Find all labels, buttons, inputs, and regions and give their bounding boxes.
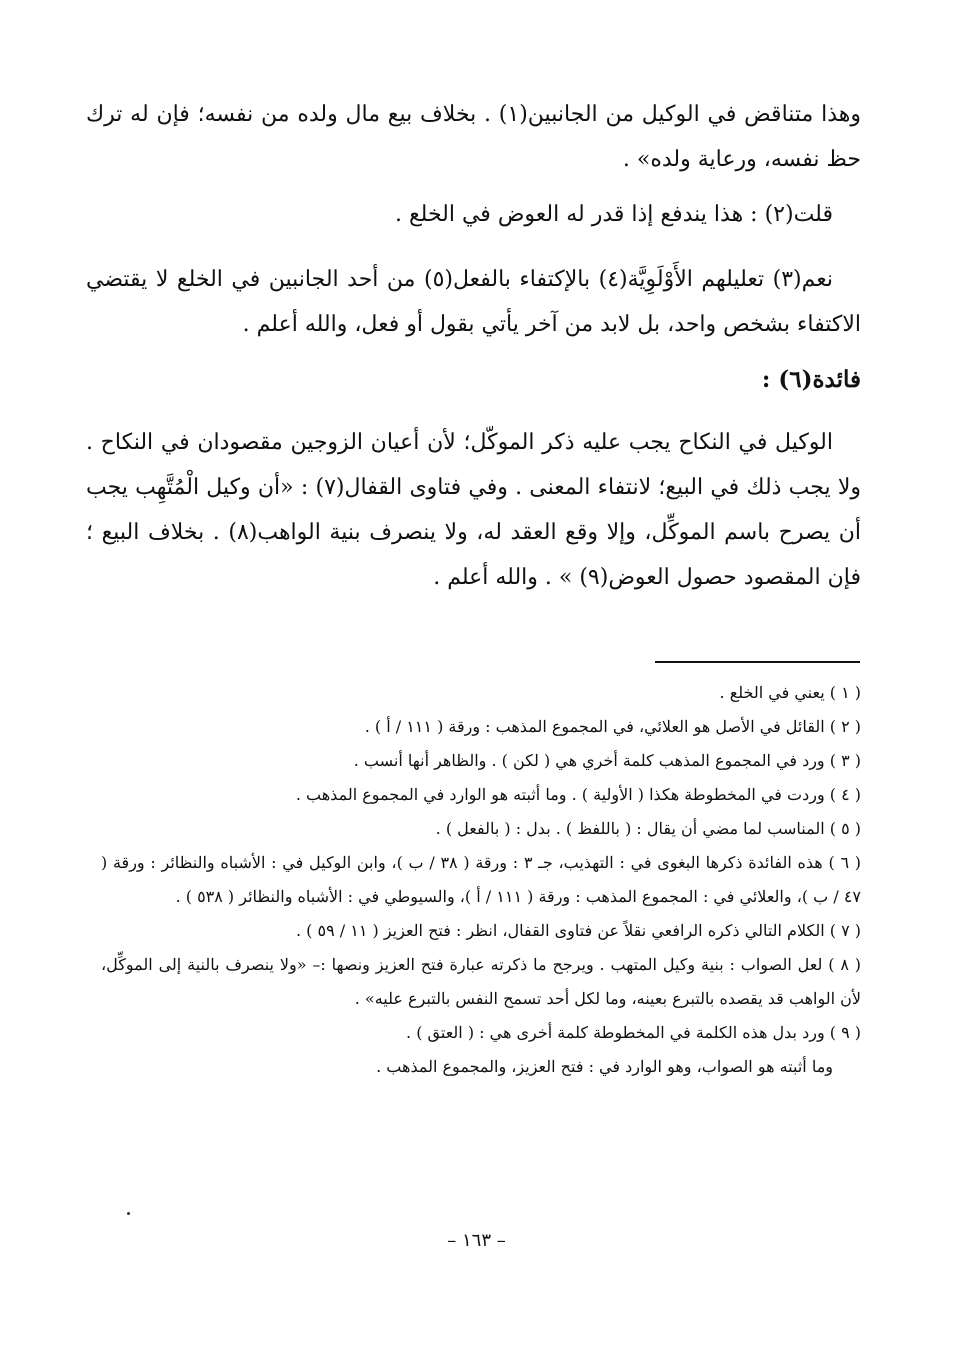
footnote: ( ٨ ) لعل الصواب : بنية وكيل المتهب . ويرجح ما ذكرته عبارة فتح العزيز ونصها :– «ولا ينصرف بالنية إلى الموكِّل، لأن الواهب قد يقصده بالتبرع بعينه، وما لكل أحد تسمح النفس بالتبرع عليه» .: [101, 955, 862, 1008]
footnote: ( ١ ) يعني في الخلع .: [719, 683, 861, 702]
footnote: ( ٤ ) وردت في المخطوطة هكذا ( الأولية ) . وما أثبته هو الوارد في المجموع المذهب .: [295, 785, 861, 804]
footnote: ( ٢ ) القائل في الأصل هو العلائي، في المجموع المذهب : ورقة ( ١١١ / أ ) .: [364, 717, 861, 736]
page-number: – ١٦٣ –: [447, 1230, 506, 1251]
footnote: ( ٦ ) هذه الفائدة ذكرها البغوى في : التهذيب، جـ ٣ : ورقة ( ٣٨ / ب )، وابن الوكيل في : الأشباه والنظائر : ورقة ( ٤٧ / ب )، والعلائي في : المجموع المذهب : ورقة ( ١١١ / أ )، والسيوطي في : الأشباه والنظائر ( ٥٣٨ ) .: [101, 853, 861, 906]
scan-speck: [127, 1212, 130, 1215]
body-paragraph: وهذا متناقض في الوكيل من الجانبين(١) . بخلاف بيع مال ولده من نفسه؛ فإن له ترك حظ نفسه، ورعاية ولده» .: [86, 102, 861, 172]
body-paragraph: الوكيل في النكاح يجب عليه ذكر الموكّل؛ لأن أعيان الزوجين مقصودان في النكاح . ولا يجب ذلك في البيع؛ لانتفاء المعنى . وفي فتاوى القفال(٧) : «أن وكيل الْمُتَّهِب يجب أن يصرح باسم الموكِّل، وإلا وقع العقد له، ولا ينصرف بنية الواهب(٨) . بخلاف البيع ؛ فإن المقصود حصول العوض(٩) » . والله أعلم .: [86, 430, 861, 590]
footnote: ( ٧ ) الكلام التالي ذكره الرافعي نقلاً عن فتاوى القفال، انظر : فتح العزيز ( ١١ / ٥٩ ) .: [295, 921, 861, 940]
footnote: ( ٣ ) ورد في المجموع المذهب كلمة أخري هي ( لكن ) . والظاهر أنها أنسب .: [353, 751, 861, 770]
footnotes: [101, 676, 861, 1084]
footnote: ( ٩ ) ورد بدل هذه الكلمة في المخطوطة كلمة أخرى هي : ( العتق ) .: [406, 1023, 861, 1042]
body-paragraph: نعم(٣) تعليلهم الأَوْلَوِيَّة(٤) بالإكتفاء بالفعل(٥) من أحد الجانبين في الخلع لا يقتضي الاكتفاء بشخص واحد، بل لابد من آخر يأتي بقول أو فعل، والله أعلم .: [86, 267, 861, 337]
footnote: ( ٥ ) المناسب لما مضي أن يقال : ( باللفظ ) . بدل : ( بالفعل ) .: [435, 819, 861, 838]
main-text: [86, 92, 861, 620]
footnote-continuation: وما أثبته هو الصواب، وهو الوارد في : فتح العزيز، والمجموع المذهب .: [376, 1057, 833, 1076]
section-heading: فائدة(٦) :: [761, 366, 861, 393]
footnote-separator: [655, 661, 860, 663]
body-paragraph: قلت(٢) : هذا يندفع إذا قدر له العوض في الخلع .: [394, 202, 833, 227]
